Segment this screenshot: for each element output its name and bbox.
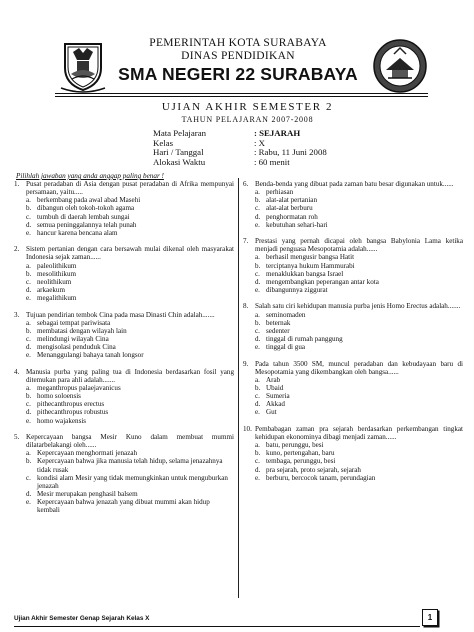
option-text: Kepercayaan menghormati jenazah <box>37 449 138 458</box>
option-letter: e. <box>255 220 260 229</box>
option-text: homo wajakensis <box>37 416 87 425</box>
answer-option <box>243 327 463 335</box>
answer-option <box>243 408 463 416</box>
option-letter: e. <box>255 286 260 295</box>
question-number: 6. <box>243 180 249 188</box>
option-letter: c. <box>255 326 260 335</box>
option-text: homo soloensis <box>37 392 81 401</box>
info-value: : X <box>254 137 265 148</box>
info-row <box>153 158 327 168</box>
option-text: Akkad <box>266 400 285 409</box>
answer-option <box>14 270 234 278</box>
question-stem <box>243 237 463 253</box>
info-value: : SEJARAH <box>254 128 301 138</box>
answer-option <box>243 253 463 261</box>
answer-option <box>14 392 234 400</box>
letterhead <box>110 37 366 85</box>
question <box>14 433 234 515</box>
option-text: hancur karena bencana alam <box>37 228 118 237</box>
answer-option <box>243 270 463 278</box>
option-text: tumbuh di daerah lembah sungai <box>37 212 130 221</box>
answer-option <box>243 392 463 400</box>
info-key: Kelas <box>153 137 174 148</box>
option-text: alat-alat berburu <box>266 204 313 213</box>
answer-option <box>14 196 234 204</box>
answer-option <box>243 441 463 449</box>
question-stem <box>14 180 234 196</box>
option-letter: b. <box>26 457 32 466</box>
option-text: melindungi wilayah Cina <box>37 335 109 344</box>
question-stem <box>243 180 463 188</box>
option-letter: d. <box>26 286 32 295</box>
option-letter: e. <box>255 473 260 482</box>
option-text: Arab <box>266 375 281 384</box>
answer-option <box>14 400 234 408</box>
answer-option <box>14 286 234 294</box>
question-text: Pada tahun 3500 SM, muncul peradaban dan kebudayaan baru di Mesopotamia yang dikembangkan oleh bangsa...... <box>255 359 463 376</box>
option-text: semua peninggalannya telah punah <box>37 220 137 229</box>
answer-option <box>14 457 234 473</box>
option-text: Kepercayaan bahwa jenazah yang dibuat mummi akan hidup kembali <box>37 498 210 515</box>
question-number: 5. <box>14 432 20 441</box>
answer-option <box>243 213 463 221</box>
question-stem <box>243 360 463 376</box>
school-year: TAHUN PELAJARAN 2007-2008 <box>181 115 314 124</box>
option-letter: e. <box>26 294 31 303</box>
option-text: Gut <box>266 408 277 417</box>
option-text: pra sejarah, proto sejarah, sejarah <box>266 465 361 474</box>
option-text: pithecanthropus erectus <box>37 400 105 409</box>
option-text: meganthropus palaejavanicus <box>37 384 121 392</box>
option-letter: b. <box>255 318 261 327</box>
answer-option <box>243 466 463 474</box>
info-value: : 60 menit <box>254 156 290 167</box>
answer-option <box>243 449 463 457</box>
question <box>243 425 463 482</box>
question-number: 7. <box>243 237 249 246</box>
option-letter: e. <box>255 343 260 352</box>
exam-title: UJIAN AKHIR SEMESTER 2 <box>161 101 334 113</box>
option-letter: c. <box>255 457 260 466</box>
option-letter: b. <box>26 269 32 278</box>
header-divider-thin <box>55 96 428 97</box>
answer-option <box>14 204 234 212</box>
question <box>243 180 463 229</box>
option-text: paleolithikum <box>37 261 77 270</box>
option-letter: b. <box>255 196 261 205</box>
question <box>243 237 463 294</box>
option-letter: b. <box>255 384 261 392</box>
answer-option <box>243 474 463 482</box>
option-letter: a. <box>255 310 260 319</box>
option-letter: d. <box>26 408 32 417</box>
answer-option <box>14 327 234 335</box>
option-letter: c. <box>26 212 31 221</box>
answer-option <box>14 490 234 498</box>
answer-option <box>14 343 234 351</box>
option-text: kondisi alam Mesir yang tidak memungkinkan untuk menguburkan jenazah <box>37 473 228 490</box>
answer-option <box>243 278 463 286</box>
option-letter: a. <box>26 261 31 270</box>
answer-option <box>243 188 463 196</box>
option-text: batu, perunggu, besi <box>266 441 324 450</box>
option-text: tinggal di rumah panggung <box>266 335 343 344</box>
answer-option <box>14 408 234 416</box>
option-letter: a. <box>255 375 260 384</box>
option-text: sebagai tempat pariwisata <box>37 318 111 327</box>
option-text: alat-alat pertanian <box>266 196 318 205</box>
answer-option <box>243 319 463 327</box>
option-letter: e. <box>26 351 31 360</box>
answer-option <box>14 294 234 302</box>
question-text: Sistem pertanian dengan cara bersawah mulai dikenal oleh masyarakat Indonesia sejak zaman...... <box>26 245 234 262</box>
option-text: neolithikum <box>37 277 72 286</box>
question-number: 10. <box>243 424 252 433</box>
column-divider <box>238 178 239 598</box>
answer-option <box>243 335 463 343</box>
option-letter: c. <box>255 269 260 278</box>
answer-option <box>14 262 234 270</box>
answer-option <box>243 400 463 408</box>
option-text: Kepercayaan bahwa jika manusia telah hidup, selama jenazahnya tidak rusak <box>37 457 223 474</box>
surabaya-city-emblem-icon <box>55 38 111 94</box>
option-text: tinggal di gua <box>266 343 306 352</box>
question-stem <box>243 302 463 310</box>
info-key: Alokasi Waktu <box>153 156 206 167</box>
answer-option <box>243 196 463 204</box>
question-text: Tujuan pendirian tembok Cina pada masa Dinasti Chin adalah....... <box>26 310 215 319</box>
option-letter: c. <box>26 400 31 409</box>
question-number: 3. <box>14 310 20 319</box>
option-letter: d. <box>255 277 261 286</box>
option-text: megalithikum <box>37 294 77 303</box>
question-number: 8. <box>243 302 249 311</box>
question <box>14 180 234 237</box>
question-stem <box>14 368 234 384</box>
answer-option <box>14 335 234 343</box>
answer-option <box>14 229 234 237</box>
option-text: seminomaden <box>266 310 306 319</box>
option-text: menaklukkan bangsa Israel <box>266 269 344 278</box>
question <box>243 360 463 417</box>
answer-option <box>243 384 463 392</box>
option-letter: b. <box>26 326 32 335</box>
header-divider <box>55 93 428 94</box>
question-text: Kepercayaan bangsa Mesir Kuno dalam membuat mummi dilatarbelakangi oleh...... <box>26 432 234 450</box>
option-text: mengisolasi penduduk Cina <box>37 343 116 352</box>
option-text: sedenter <box>266 326 290 335</box>
instructions: Pilihlah jawaban yang anda anggap paling benar ! <box>16 172 164 180</box>
question-number: 2. <box>14 245 20 254</box>
option-letter: c. <box>255 204 260 213</box>
answer-option <box>243 204 463 212</box>
answer-option <box>14 351 234 359</box>
answer-option <box>243 311 463 319</box>
option-letter: d. <box>26 220 32 229</box>
option-letter: d. <box>255 465 261 474</box>
option-text: tembaga, perunggu, besi <box>266 457 336 466</box>
option-letter: c. <box>255 392 260 401</box>
option-letter: e. <box>26 416 31 425</box>
question-text: Salah satu ciri kehidupan manusia purba jenis Homo Erectus adalah....... <box>255 302 461 311</box>
question-stem <box>14 311 234 319</box>
question-text: Pusat peradaban di Asia dengan pusat peradaban di Afrika mempunyai persamaan, yaitu..... <box>26 180 234 197</box>
question <box>14 368 234 425</box>
info-value: : Rabu, 11 Juni 2008 <box>254 147 327 158</box>
page-number: 1 <box>422 609 438 626</box>
questions-left-column <box>14 180 234 523</box>
option-text: beternak <box>266 318 291 327</box>
option-text: kuno, pertengahan, baru <box>266 449 335 458</box>
question <box>14 311 234 360</box>
option-text: Ubaid <box>266 384 284 392</box>
answer-option <box>14 449 234 457</box>
option-letter: a. <box>26 384 31 392</box>
option-text: Sumeria <box>266 392 290 401</box>
question-number: 4. <box>14 367 20 376</box>
option-letter: b. <box>26 204 32 213</box>
department-line: DINAS PENDIDIKAN <box>181 50 295 62</box>
option-letter: d. <box>26 490 32 499</box>
option-letter: d. <box>255 212 261 221</box>
option-letter: e. <box>255 408 260 417</box>
info-key: Hari / Tanggal <box>153 147 204 158</box>
question-number: 9. <box>243 359 249 368</box>
option-text: penghormatan roh <box>266 212 318 221</box>
option-letter: e. <box>26 498 31 507</box>
answer-option <box>243 221 463 229</box>
answer-option <box>14 213 234 221</box>
question-stem <box>14 433 234 449</box>
option-text: Mesir merupakan penghasil balsem <box>37 490 138 499</box>
sman22-school-emblem-icon <box>372 38 428 94</box>
option-text: perhiasan <box>266 188 294 197</box>
option-letter: c. <box>26 473 31 482</box>
question <box>243 302 463 351</box>
option-text: arkaekum <box>37 286 65 295</box>
answer-option <box>243 376 463 384</box>
question-text: Pembabagan zaman pra sejarah berdasarkan perkembangan tingkat kehidupan ekonominya dibagi menjadi zaman...... <box>255 424 463 441</box>
answer-option <box>14 417 234 425</box>
question-text: Prestasi yang pernah dicapai oleh bangsa Babylonia Lama ketika menjadi penguasa Mesopotamia adalah...... <box>255 237 463 254</box>
option-text: pithecanthropus robustus <box>37 408 109 417</box>
answer-option <box>14 498 234 514</box>
question-text: Benda-benda yang dibuat pada zaman batu besar digunakan untuk...... <box>255 180 454 188</box>
answer-option <box>14 319 234 327</box>
info-row <box>153 129 327 139</box>
option-letter: d. <box>26 343 32 352</box>
option-text: Menanggulangi bahaya tanah longsor <box>37 351 144 360</box>
option-letter: b. <box>255 449 261 458</box>
questions-right-column <box>243 180 463 490</box>
answer-option <box>243 262 463 270</box>
answer-option <box>14 474 234 490</box>
question-text: Manusia purba yang paling tua di Indonesia berdasarkan fosil yang ditemukan para ahli adalah....... <box>26 367 234 384</box>
answer-option <box>243 286 463 294</box>
option-letter: d. <box>255 400 261 409</box>
answer-option <box>14 278 234 286</box>
option-text: mengembangkan peperangan antar kota <box>266 277 379 286</box>
option-text: kebutuhan sehari-hari <box>266 220 328 229</box>
option-text: berburu, bercocok tanam, perundagian <box>266 473 376 482</box>
exam-info <box>153 129 327 167</box>
option-letter: c. <box>26 335 31 344</box>
footer-text: Ujian Akhir Semester Genap Sejarah Kelas X <box>14 615 150 622</box>
option-letter: a. <box>26 196 31 205</box>
option-letter: c. <box>26 277 31 286</box>
option-letter: a. <box>255 441 260 450</box>
answer-option <box>243 343 463 351</box>
option-letter: a. <box>26 449 31 458</box>
exam-heading <box>150 101 345 125</box>
answer-option <box>14 221 234 229</box>
question-number: 1. <box>14 180 20 188</box>
option-text: dibangunnya ziggurat <box>266 286 328 295</box>
option-letter: a. <box>255 253 260 262</box>
question <box>14 245 234 302</box>
footer-rule <box>14 626 420 627</box>
option-letter: b. <box>255 261 261 270</box>
option-text: terciptanya hukum Hammurabi <box>266 261 355 270</box>
question-stem <box>243 425 463 441</box>
option-letter: b. <box>26 392 32 401</box>
option-text: berkembang pada awal abad Masehi <box>37 196 141 205</box>
government-line: PEMERINTAH KOTA SURABAYA <box>149 37 327 49</box>
answer-option <box>14 384 234 392</box>
option-letter: a. <box>26 318 31 327</box>
answer-option <box>243 457 463 465</box>
option-letter: d. <box>255 335 261 344</box>
info-key: Mata Pelajaran <box>153 128 207 138</box>
option-text: mesolithikum <box>37 269 77 278</box>
option-text: berhasil mengusir bangsa Hatit <box>266 253 355 262</box>
option-letter: e. <box>26 228 31 237</box>
school-name: SMA NEGERI 22 SURABAYA <box>118 64 358 84</box>
option-letter: a. <box>255 188 260 197</box>
question-stem <box>14 245 234 261</box>
option-text: membatasi dengan wilayah lain <box>37 326 127 335</box>
option-text: dibangun oleh tokoh-tokoh agama <box>37 204 135 213</box>
